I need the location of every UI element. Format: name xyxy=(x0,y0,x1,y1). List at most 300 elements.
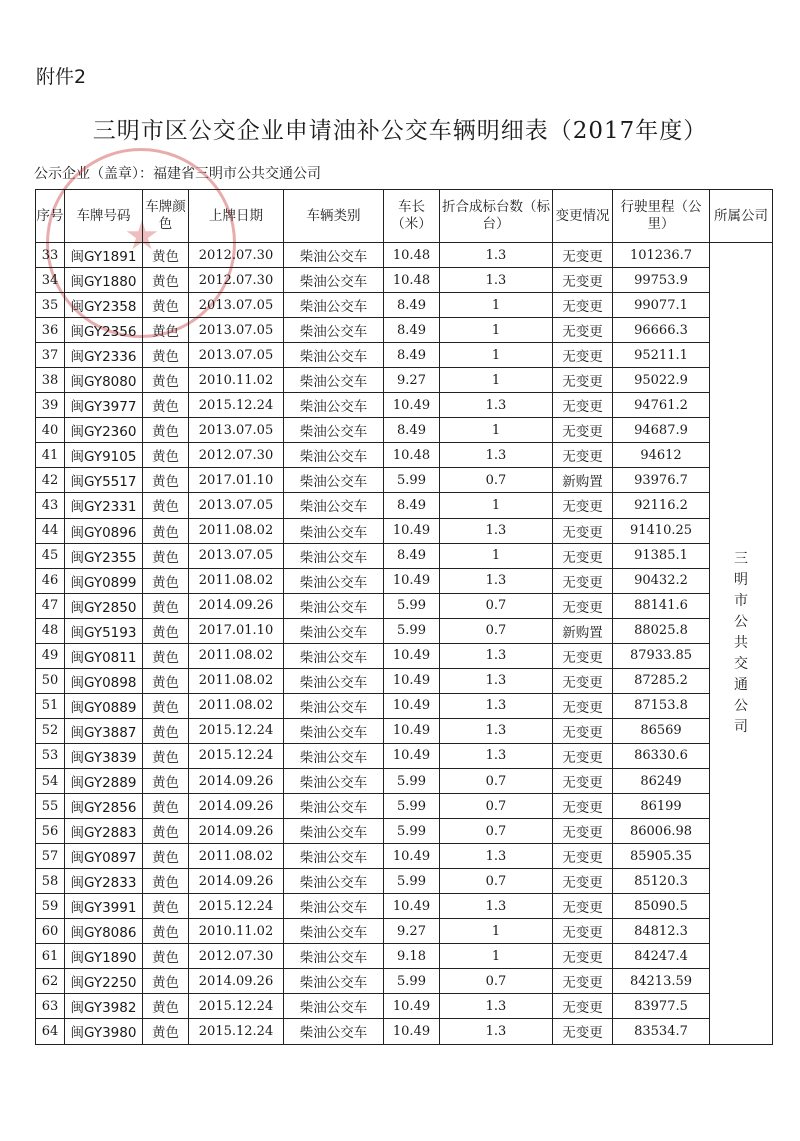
vehicle-length: 10.49 xyxy=(384,718,440,743)
plate-color: 黄色 xyxy=(143,568,189,593)
mileage: 92116.2 xyxy=(613,493,710,518)
table-row xyxy=(36,268,773,293)
registration-date: 2015.12.24 xyxy=(189,393,284,418)
vehicle-length: 9.27 xyxy=(384,368,440,393)
mileage: 85120.3 xyxy=(613,869,710,894)
plate-number: 闽GY8086 xyxy=(65,919,143,944)
plate-color: 黄色 xyxy=(143,543,189,568)
row-number: 39 xyxy=(36,393,65,418)
table-row xyxy=(36,418,773,443)
change-status: 无变更 xyxy=(553,668,613,693)
table-row xyxy=(36,894,773,919)
mileage: 85090.5 xyxy=(613,894,710,919)
mileage: 94761.2 xyxy=(613,393,710,418)
change-status: 无变更 xyxy=(553,844,613,869)
header-date: 上牌日期 xyxy=(189,190,284,243)
change-status: 无变更 xyxy=(553,944,613,969)
header-length: 车长（米） xyxy=(384,190,440,243)
plate-number: 闽GY8080 xyxy=(65,368,143,393)
standard-units: 1 xyxy=(440,919,553,944)
plate-color: 黄色 xyxy=(143,1019,189,1044)
row-number: 36 xyxy=(36,318,65,343)
vehicle-type: 柴油公交车 xyxy=(284,593,384,618)
plate-color: 黄色 xyxy=(143,243,189,268)
mileage: 95022.9 xyxy=(613,368,710,393)
plate-number: 闽GY3977 xyxy=(65,393,143,418)
standard-units: 1.3 xyxy=(440,994,553,1019)
mileage: 86330.6 xyxy=(613,743,710,768)
row-number: 43 xyxy=(36,493,65,518)
row-number: 38 xyxy=(36,368,65,393)
standard-units: 1 xyxy=(440,368,553,393)
registration-date: 2014.09.26 xyxy=(189,593,284,618)
standard-units: 1.3 xyxy=(440,668,553,693)
plate-color: 黄色 xyxy=(143,368,189,393)
mileage: 94612 xyxy=(613,443,710,468)
header-mileage: 行驶里程（公里） xyxy=(613,190,710,243)
change-status: 无变更 xyxy=(553,343,613,368)
mileage: 84213.59 xyxy=(613,969,710,994)
registration-date: 2014.09.26 xyxy=(189,869,284,894)
vehicle-length: 10.49 xyxy=(384,693,440,718)
table-row xyxy=(36,718,773,743)
plate-number: 闽GY2358 xyxy=(65,293,143,318)
plate-color: 黄色 xyxy=(143,919,189,944)
vehicle-length: 10.49 xyxy=(384,994,440,1019)
vehicle-type: 柴油公交车 xyxy=(284,493,384,518)
header-type: 车辆类别 xyxy=(284,190,384,243)
vehicle-length: 10.48 xyxy=(384,443,440,468)
plate-number: 闽GY1880 xyxy=(65,268,143,293)
plate-color: 黄色 xyxy=(143,944,189,969)
mileage: 87933.85 xyxy=(613,643,710,668)
mileage: 83977.5 xyxy=(613,994,710,1019)
standard-units: 1.3 xyxy=(440,894,553,919)
registration-date: 2015.12.24 xyxy=(189,718,284,743)
plate-color: 黄色 xyxy=(143,593,189,618)
standard-units: 1 xyxy=(440,293,553,318)
plate-color: 黄色 xyxy=(143,268,189,293)
plate-color: 黄色 xyxy=(143,343,189,368)
plate-color: 黄色 xyxy=(143,994,189,1019)
plate-number: 闽GY3839 xyxy=(65,743,143,768)
standard-units: 1.3 xyxy=(440,718,553,743)
registration-date: 2014.09.26 xyxy=(189,969,284,994)
vehicle-type: 柴油公交车 xyxy=(284,969,384,994)
header-units: 折合成标台数（标台） xyxy=(440,190,553,243)
change-status: 无变更 xyxy=(553,418,613,443)
change-status: 无变更 xyxy=(553,293,613,318)
vehicle-length: 5.99 xyxy=(384,768,440,793)
standard-units: 0.7 xyxy=(440,869,553,894)
row-number: 41 xyxy=(36,443,65,468)
header-company: 所属公司 xyxy=(710,190,773,243)
change-status: 无变更 xyxy=(553,869,613,894)
plate-number: 闽GY0811 xyxy=(65,643,143,668)
mileage: 86249 xyxy=(613,768,710,793)
vehicle-length: 8.49 xyxy=(384,318,440,343)
plate-color: 黄色 xyxy=(143,693,189,718)
change-status: 无变更 xyxy=(553,1019,613,1044)
change-status: 无变更 xyxy=(553,518,613,543)
registration-date: 2015.12.24 xyxy=(189,894,284,919)
vehicle-length: 5.99 xyxy=(384,468,440,493)
table-row xyxy=(36,794,773,819)
mileage: 91410.25 xyxy=(613,518,710,543)
seal-star-icon: ★ xyxy=(124,213,160,259)
plate-number: 闽GY0896 xyxy=(65,518,143,543)
document-title: 三明市区公交企业申请油补公交车辆明细表（2017年度） xyxy=(92,118,708,144)
plate-number: 闽GY1891 xyxy=(65,243,143,268)
vehicle-type: 柴油公交车 xyxy=(284,468,384,493)
standard-units: 1 xyxy=(440,343,553,368)
change-status: 无变更 xyxy=(553,493,613,518)
standard-units: 0.7 xyxy=(440,618,553,643)
mileage: 99753.9 xyxy=(613,268,710,293)
standard-units: 0.7 xyxy=(440,794,553,819)
row-number: 47 xyxy=(36,593,65,618)
change-status: 无变更 xyxy=(553,894,613,919)
row-number: 55 xyxy=(36,794,65,819)
mileage: 94687.9 xyxy=(613,418,710,443)
plate-color: 黄色 xyxy=(143,869,189,894)
vehicle-type: 柴油公交车 xyxy=(284,718,384,743)
plate-color: 黄色 xyxy=(143,819,189,844)
vehicle-type: 柴油公交车 xyxy=(284,768,384,793)
mileage: 85905.35 xyxy=(613,844,710,869)
plate-number: 闽GY2850 xyxy=(65,593,143,618)
plate-color: 黄色 xyxy=(143,794,189,819)
vehicle-length: 10.49 xyxy=(384,393,440,418)
row-number: 42 xyxy=(36,468,65,493)
row-number: 56 xyxy=(36,819,65,844)
vehicle-type: 柴油公交车 xyxy=(284,794,384,819)
vehicle-type: 柴油公交车 xyxy=(284,293,384,318)
change-status: 无变更 xyxy=(553,718,613,743)
vehicle-type: 柴油公交车 xyxy=(284,919,384,944)
plate-color: 黄色 xyxy=(143,468,189,493)
vehicle-length: 9.27 xyxy=(384,919,440,944)
mileage: 91385.1 xyxy=(613,543,710,568)
change-status: 无变更 xyxy=(553,969,613,994)
vehicle-type: 柴油公交车 xyxy=(284,618,384,643)
vehicle-length: 8.49 xyxy=(384,418,440,443)
mileage: 84247.4 xyxy=(613,944,710,969)
registration-date: 2015.12.24 xyxy=(189,994,284,1019)
change-status: 无变更 xyxy=(553,643,613,668)
vehicle-type: 柴油公交车 xyxy=(284,568,384,593)
row-number: 51 xyxy=(36,693,65,718)
table-row xyxy=(36,618,773,643)
mileage: 83534.7 xyxy=(613,1019,710,1044)
vehicle-type: 柴油公交车 xyxy=(284,869,384,894)
registration-date: 2012.07.30 xyxy=(189,944,284,969)
change-status: 无变更 xyxy=(553,768,613,793)
standard-units: 1.3 xyxy=(440,568,553,593)
vehicle-type: 柴油公交车 xyxy=(284,743,384,768)
row-number: 33 xyxy=(36,243,65,268)
mileage: 87153.8 xyxy=(613,693,710,718)
plate-number: 闽GY2331 xyxy=(65,493,143,518)
row-number: 49 xyxy=(36,643,65,668)
table-row xyxy=(36,593,773,618)
plate-color: 黄色 xyxy=(143,418,189,443)
mileage: 84812.3 xyxy=(613,919,710,944)
row-number: 52 xyxy=(36,718,65,743)
registration-date: 2013.07.05 xyxy=(189,293,284,318)
row-number: 57 xyxy=(36,844,65,869)
row-number: 62 xyxy=(36,969,65,994)
registration-date: 2012.07.30 xyxy=(189,443,284,468)
vehicle-length: 10.48 xyxy=(384,243,440,268)
standard-units: 1.3 xyxy=(440,443,553,468)
vehicle-length: 5.99 xyxy=(384,869,440,894)
vehicle-type: 柴油公交车 xyxy=(284,443,384,468)
plate-number: 闽GY2883 xyxy=(65,819,143,844)
vehicle-length: 8.49 xyxy=(384,493,440,518)
plate-color: 黄色 xyxy=(143,768,189,793)
vehicle-type: 柴油公交车 xyxy=(284,1019,384,1044)
mileage: 93976.7 xyxy=(613,468,710,493)
mileage: 88141.6 xyxy=(613,593,710,618)
change-status: 无变更 xyxy=(553,593,613,618)
vehicle-type: 柴油公交车 xyxy=(284,268,384,293)
vehicle-type: 柴油公交车 xyxy=(284,693,384,718)
registration-date: 2011.08.02 xyxy=(189,693,284,718)
plate-color: 黄色 xyxy=(143,393,189,418)
table-row xyxy=(36,243,773,268)
plate-number: 闽GY0899 xyxy=(65,568,143,593)
registration-date: 2013.07.05 xyxy=(189,418,284,443)
vehicle-type: 柴油公交车 xyxy=(284,368,384,393)
change-status: 无变更 xyxy=(553,919,613,944)
registration-date: 2011.08.02 xyxy=(189,668,284,693)
table-header-row xyxy=(36,190,773,243)
row-number: 54 xyxy=(36,768,65,793)
vehicle-length: 10.49 xyxy=(384,844,440,869)
table-row xyxy=(36,819,773,844)
row-number: 46 xyxy=(36,568,65,593)
header-plate: 车牌号码 xyxy=(65,190,143,243)
vehicle-type: 柴油公交车 xyxy=(284,518,384,543)
vehicle-type: 柴油公交车 xyxy=(284,318,384,343)
vehicle-type: 柴油公交车 xyxy=(284,944,384,969)
standard-units: 1 xyxy=(440,318,553,343)
plate-color: 黄色 xyxy=(143,894,189,919)
registration-date: 2011.08.02 xyxy=(189,643,284,668)
plate-number: 闽GY2250 xyxy=(65,969,143,994)
mileage: 86199 xyxy=(613,794,710,819)
vehicle-length: 9.18 xyxy=(384,944,440,969)
table-row xyxy=(36,368,773,393)
standard-units: 1.3 xyxy=(440,743,553,768)
registration-date: 2013.07.05 xyxy=(189,493,284,518)
registration-date: 2014.09.26 xyxy=(189,819,284,844)
registration-date: 2015.12.24 xyxy=(189,743,284,768)
vehicle-length: 10.49 xyxy=(384,894,440,919)
plate-number: 闽GY5517 xyxy=(65,468,143,493)
mileage: 86569 xyxy=(613,718,710,743)
standard-units: 1 xyxy=(440,543,553,568)
row-number: 37 xyxy=(36,343,65,368)
vehicle-length: 8.49 xyxy=(384,343,440,368)
table-row xyxy=(36,944,773,969)
standard-units: 1.3 xyxy=(440,693,553,718)
registration-date: 2011.08.02 xyxy=(189,568,284,593)
table-row xyxy=(36,543,773,568)
registration-date: 2013.07.05 xyxy=(189,543,284,568)
plate-number: 闽GY2856 xyxy=(65,794,143,819)
standard-units: 0.7 xyxy=(440,593,553,618)
plate-number: 闽GY2889 xyxy=(65,768,143,793)
owning-company xyxy=(710,243,773,1045)
row-number: 59 xyxy=(36,894,65,919)
change-status: 无变更 xyxy=(553,693,613,718)
plate-color: 黄色 xyxy=(143,743,189,768)
registration-date: 2013.07.05 xyxy=(189,318,284,343)
plate-number: 闽GY0889 xyxy=(65,693,143,718)
table-row xyxy=(36,994,773,1019)
header-no: 序号 xyxy=(36,190,65,243)
plate-number: 闽GY2336 xyxy=(65,343,143,368)
vehicle-length: 8.49 xyxy=(384,543,440,568)
plate-color: 黄色 xyxy=(143,518,189,543)
table-row xyxy=(36,493,773,518)
table-row xyxy=(36,568,773,593)
plate-color: 黄色 xyxy=(143,493,189,518)
standard-units: 1.3 xyxy=(440,643,553,668)
table-row xyxy=(36,844,773,869)
registration-date: 2017.01.10 xyxy=(189,618,284,643)
plate-color: 黄色 xyxy=(143,643,189,668)
plate-number: 闽GY3982 xyxy=(65,994,143,1019)
vehicle-length: 5.99 xyxy=(384,593,440,618)
row-number: 35 xyxy=(36,293,65,318)
standard-units: 0.7 xyxy=(440,819,553,844)
registration-date: 2011.08.02 xyxy=(189,844,284,869)
standard-units: 0.7 xyxy=(440,468,553,493)
vehicle-length: 10.49 xyxy=(384,643,440,668)
vehicle-type: 柴油公交车 xyxy=(284,643,384,668)
change-status: 无变更 xyxy=(553,994,613,1019)
row-number: 53 xyxy=(36,743,65,768)
vehicle-length: 10.49 xyxy=(384,668,440,693)
plate-color: 黄色 xyxy=(143,293,189,318)
table-row xyxy=(36,468,773,493)
standard-units: 1.3 xyxy=(440,1019,553,1044)
vehicle-length: 5.99 xyxy=(384,819,440,844)
plate-color: 黄色 xyxy=(143,969,189,994)
vehicle-length: 10.49 xyxy=(384,743,440,768)
vehicle-type: 柴油公交车 xyxy=(284,668,384,693)
vehicle-length: 10.49 xyxy=(384,518,440,543)
change-status: 无变更 xyxy=(553,368,613,393)
plate-number: 闽GY2360 xyxy=(65,418,143,443)
vehicle-length: 10.49 xyxy=(384,568,440,593)
mileage: 88025.8 xyxy=(613,618,710,643)
plate-color: 黄色 xyxy=(143,618,189,643)
registration-date: 2014.09.26 xyxy=(189,794,284,819)
registration-date: 2010.11.02 xyxy=(189,368,284,393)
change-status: 新购置 xyxy=(553,468,613,493)
plate-number: 闽GY3980 xyxy=(65,1019,143,1044)
table-row xyxy=(36,743,773,768)
table-row xyxy=(36,343,773,368)
row-number: 58 xyxy=(36,869,65,894)
plate-number: 闽GY2355 xyxy=(65,543,143,568)
mileage: 99077.1 xyxy=(613,293,710,318)
row-number: 34 xyxy=(36,268,65,293)
change-status: 无变更 xyxy=(553,318,613,343)
registration-date: 2012.07.30 xyxy=(189,268,284,293)
table-row xyxy=(36,293,773,318)
vehicle-type: 柴油公交车 xyxy=(284,894,384,919)
standard-units: 0.7 xyxy=(440,969,553,994)
vehicle-table xyxy=(35,189,773,1045)
change-status: 无变更 xyxy=(553,794,613,819)
plate-number: 闽GY0897 xyxy=(65,844,143,869)
table-row xyxy=(36,693,773,718)
vehicle-length: 5.99 xyxy=(384,618,440,643)
vehicle-type: 柴油公交车 xyxy=(284,994,384,1019)
plate-number: 闽GY9105 xyxy=(65,443,143,468)
vehicle-length: 5.99 xyxy=(384,794,440,819)
change-status: 无变更 xyxy=(553,743,613,768)
row-number: 48 xyxy=(36,618,65,643)
registration-date: 2010.11.02 xyxy=(189,919,284,944)
vehicle-type: 柴油公交车 xyxy=(284,844,384,869)
vehicle-type: 柴油公交车 xyxy=(284,243,384,268)
row-number: 40 xyxy=(36,418,65,443)
row-number: 63 xyxy=(36,994,65,1019)
plate-number: 闽GY5193 xyxy=(65,618,143,643)
row-number: 61 xyxy=(36,944,65,969)
registration-date: 2015.12.24 xyxy=(189,1019,284,1044)
plate-color: 黄色 xyxy=(143,443,189,468)
mileage: 87285.2 xyxy=(613,668,710,693)
registration-date: 2014.09.26 xyxy=(189,768,284,793)
standard-units: 1 xyxy=(440,418,553,443)
standard-units: 1.3 xyxy=(440,844,553,869)
vehicle-type: 柴油公交车 xyxy=(284,543,384,568)
attachment-label: 附件2 xyxy=(36,66,87,88)
standard-units: 1 xyxy=(440,944,553,969)
row-number: 50 xyxy=(36,668,65,693)
standard-units: 1 xyxy=(440,493,553,518)
change-status: 无变更 xyxy=(553,568,613,593)
standard-units: 1.3 xyxy=(440,518,553,543)
change-status: 无变更 xyxy=(553,543,613,568)
vehicle-type: 柴油公交车 xyxy=(284,418,384,443)
registration-date: 2012.07.30 xyxy=(189,243,284,268)
row-number: 60 xyxy=(36,919,65,944)
change-status: 无变更 xyxy=(553,268,613,293)
standard-units: 1.3 xyxy=(440,268,553,293)
table-row xyxy=(36,318,773,343)
table-row xyxy=(36,919,773,944)
standard-units: 0.7 xyxy=(440,768,553,793)
table-row xyxy=(36,643,773,668)
plate-color: 黄色 xyxy=(143,844,189,869)
change-status: 无变更 xyxy=(553,243,613,268)
registration-date: 2013.07.05 xyxy=(189,343,284,368)
mileage: 95211.1 xyxy=(613,343,710,368)
standard-units: 1.3 xyxy=(440,393,553,418)
mileage: 101236.7 xyxy=(613,243,710,268)
plate-number: 闽GY2833 xyxy=(65,869,143,894)
plate-number: 闽GY1890 xyxy=(65,944,143,969)
row-number: 44 xyxy=(36,518,65,543)
